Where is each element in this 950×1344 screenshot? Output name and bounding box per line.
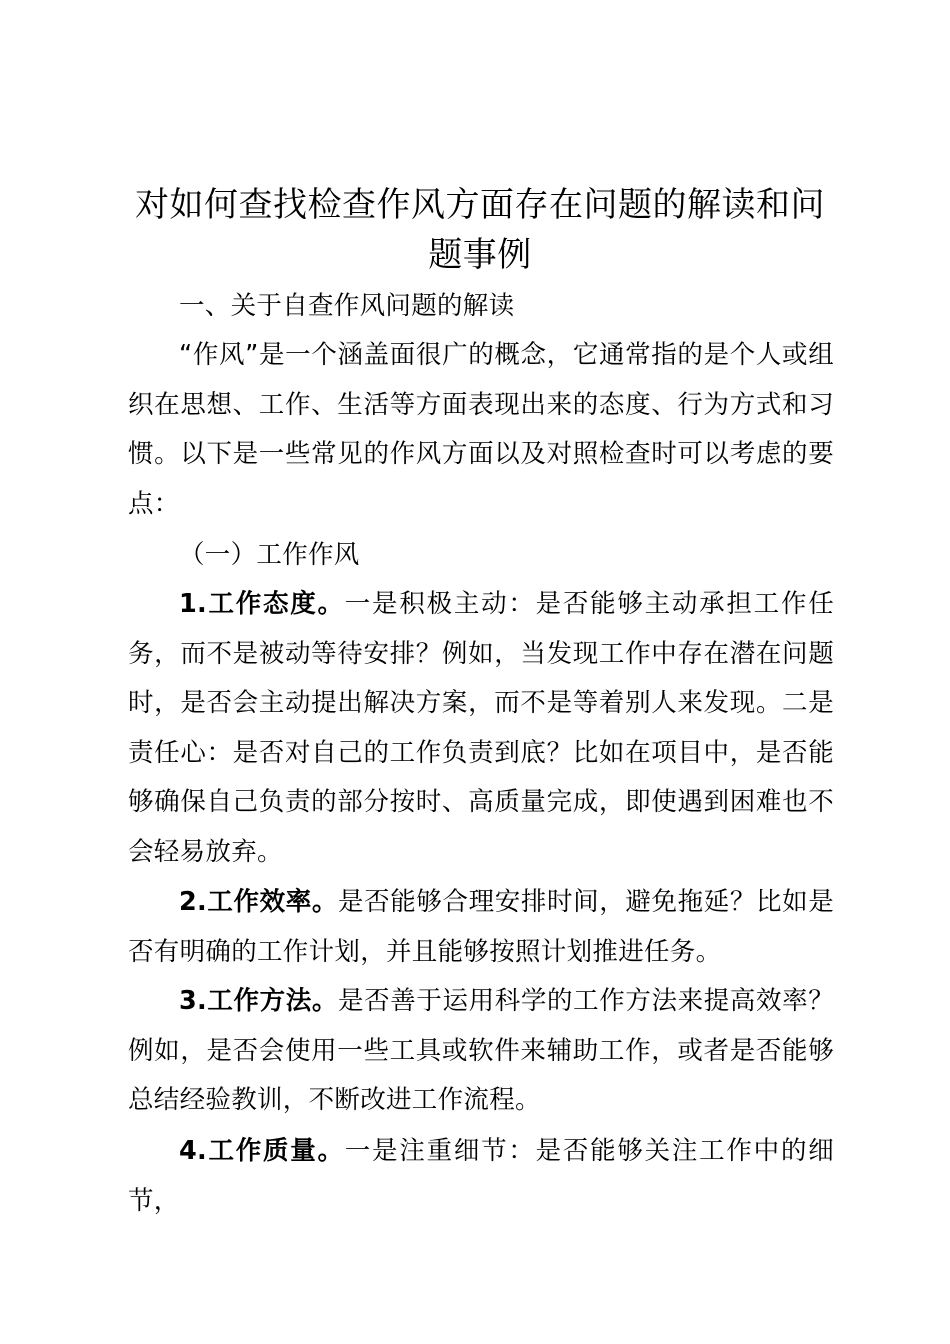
item-text: 是否能够合理安排时间，避免拖延？比如是否有明确的工作计划，并且能够按照计划推进任务。 (128, 887, 835, 967)
item-text: 是否善于运用科学的工作方法来提高效率？例如，是否会使用一些工具或软件来辅助工作，或者是否能够总结经验教训，不断改进工作流程。 (128, 986, 835, 1115)
item-label: 3.工作方法。 (179, 986, 338, 1016)
item-paragraph (128, 878, 834, 977)
item-label: 4.工作质量。 (179, 1136, 345, 1166)
item-paragraph (128, 1127, 834, 1226)
item-label: 1.工作态度。 (179, 589, 345, 619)
section-heading: 一、关于自查作风问题的解读 (179, 291, 515, 321)
intro-paragraph: “作风”是一个涵盖面很广的概念，它通常指的是个人或组织在思想、工作、生活等方面表现出来的态度、行为方式和习惯。以下是一些常见的作风方面以及对照检查时可以考虑的要点： (128, 340, 834, 519)
subsection-heading: （一）工作作风 (179, 540, 360, 570)
item-text: 一是积极主动：是否能够主动承担工作任务，而不是被动等待安排？例如，当发现工作中存在潜在问题时，是否会主动提出解决方案，而不是等着别人来发现。二是责任心：是否对自己的工作负责到底？比如在项目中，是否能够确保自己负责的部分按时、高质量完成，即使遇到困难也不会轻易放弃。 (128, 589, 835, 867)
item-paragraph (128, 977, 834, 1126)
document-title: 对如何查找检查作风方面存在问题的解读和问题事例 (135, 185, 825, 275)
item-label: 2.工作效率。 (179, 887, 338, 917)
item-paragraph (128, 580, 834, 877)
item-text: 一是注重细节：是否能够关注工作中的细节， (128, 1136, 835, 1216)
